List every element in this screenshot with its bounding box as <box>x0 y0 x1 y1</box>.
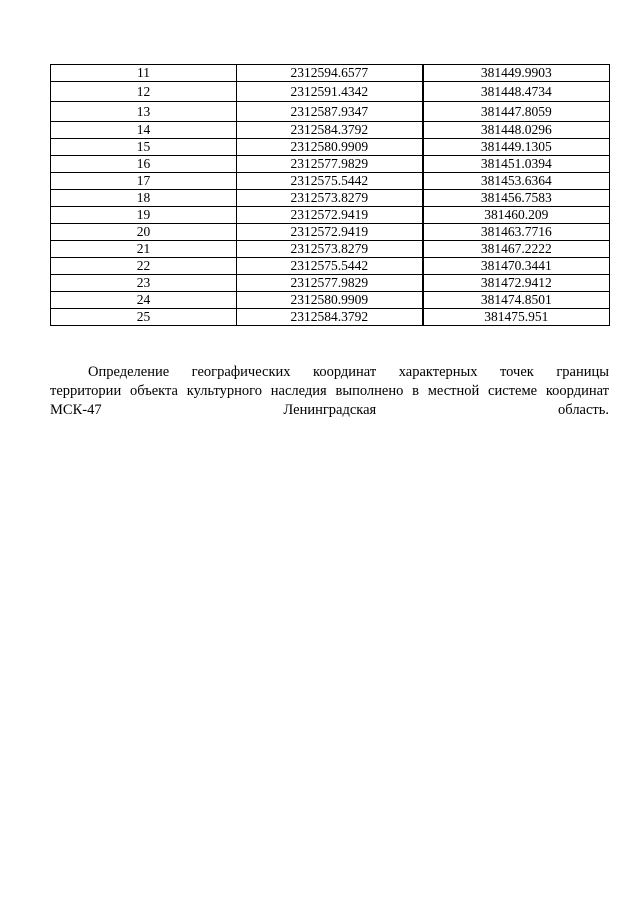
x-coordinate-cell: 2312577.9829 <box>237 156 423 173</box>
y-coordinate-cell: 381456.7583 <box>423 190 610 207</box>
point-number-cell: 23 <box>51 275 237 292</box>
point-number-cell: 11 <box>51 65 237 82</box>
y-coordinate-cell: 381475.951 <box>423 309 610 326</box>
table-row <box>51 173 610 190</box>
x-coordinate-cell: 2312594.6577 <box>237 65 423 82</box>
point-number-cell: 12 <box>51 82 237 102</box>
point-number-cell: 24 <box>51 292 237 309</box>
x-coordinate-cell: 2312587.9347 <box>237 102 423 122</box>
table-row <box>51 275 610 292</box>
paragraph-line: МСК-47 Ленинградская область. <box>50 402 609 418</box>
y-coordinate-cell: 381474.8501 <box>423 292 610 309</box>
table-row <box>51 224 610 241</box>
table-row <box>51 122 610 139</box>
point-number-cell: 15 <box>51 139 237 156</box>
table-row <box>51 102 610 122</box>
point-number-cell: 25 <box>51 309 237 326</box>
point-number-cell: 19 <box>51 207 237 224</box>
coordinates-table <box>50 64 610 326</box>
x-coordinate-cell: 2312580.9909 <box>237 292 423 309</box>
table-row <box>51 65 610 82</box>
y-coordinate-cell: 381448.0296 <box>423 122 610 139</box>
y-coordinate-cell: 381463.7716 <box>423 224 610 241</box>
x-coordinate-cell: 2312573.8279 <box>237 190 423 207</box>
y-coordinate-cell: 381448.4734 <box>423 82 610 102</box>
x-coordinate-cell: 2312573.8279 <box>237 241 423 258</box>
point-number-cell: 14 <box>51 122 237 139</box>
y-coordinate-cell: 381447.8059 <box>423 102 610 122</box>
x-coordinate-cell: 2312575.5442 <box>237 258 423 275</box>
y-coordinate-cell: 381453.6364 <box>423 173 610 190</box>
table-row <box>51 156 610 173</box>
coordinates-table-body <box>51 65 610 326</box>
paragraph-line: Определение географических координат характерных точек границы <box>88 364 609 380</box>
coordinate-system-paragraph <box>50 363 609 420</box>
table-row <box>51 139 610 156</box>
table-row <box>51 292 610 309</box>
x-coordinate-cell: 2312575.5442 <box>237 173 423 190</box>
point-number-cell: 22 <box>51 258 237 275</box>
y-coordinate-cell: 381449.9903 <box>423 65 610 82</box>
table-row <box>51 207 610 224</box>
y-coordinate-cell: 381470.3441 <box>423 258 610 275</box>
y-coordinate-cell: 381451.0394 <box>423 156 610 173</box>
y-coordinate-cell: 381472.9412 <box>423 275 610 292</box>
x-coordinate-cell: 2312584.3792 <box>237 122 423 139</box>
paragraph-line: территории объекта культурного наследия выполнено в местной системе координат <box>50 383 609 399</box>
x-coordinate-cell: 2312584.3792 <box>237 309 423 326</box>
x-coordinate-cell: 2312591.4342 <box>237 82 423 102</box>
table-row <box>51 309 610 326</box>
x-coordinate-cell: 2312572.9419 <box>237 207 423 224</box>
x-coordinate-cell: 2312577.9829 <box>237 275 423 292</box>
table-row <box>51 190 610 207</box>
point-number-cell: 16 <box>51 156 237 173</box>
table-row <box>51 241 610 258</box>
table-row <box>51 82 610 102</box>
point-number-cell: 20 <box>51 224 237 241</box>
y-coordinate-cell: 381467.2222 <box>423 241 610 258</box>
table-row <box>51 258 610 275</box>
point-number-cell: 21 <box>51 241 237 258</box>
point-number-cell: 17 <box>51 173 237 190</box>
x-coordinate-cell: 2312572.9419 <box>237 224 423 241</box>
y-coordinate-cell: 381449.1305 <box>423 139 610 156</box>
x-coordinate-cell: 2312580.9909 <box>237 139 423 156</box>
point-number-cell: 18 <box>51 190 237 207</box>
y-coordinate-cell: 381460.209 <box>423 207 610 224</box>
point-number-cell: 13 <box>51 102 237 122</box>
